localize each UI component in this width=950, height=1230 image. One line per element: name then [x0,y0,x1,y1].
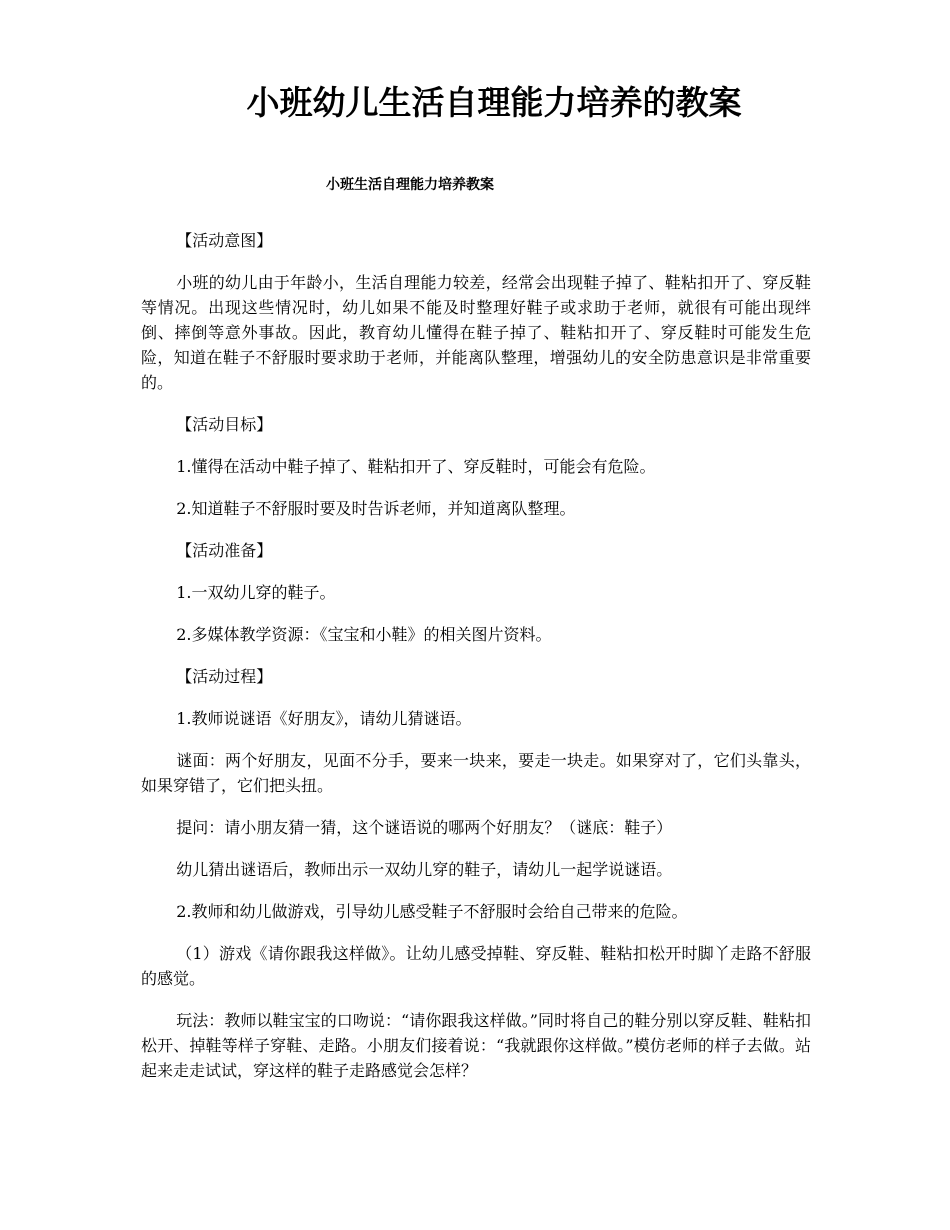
preparation-item-1: 1.一双幼儿穿的鞋子。 [176,583,336,602]
paragraph-intent: 小班的幼儿由于年龄小，生活自理能力较差，经常会出现鞋子掉了、鞋粘扣开了、穿反鞋等情况。出现这些情况时，幼儿如果不能及时整理好鞋子或求助于老师，就很有可能出现绊倒、摔倒等意外事故。因此，教育幼儿懂得在鞋子掉了、鞋粘扣开了、穿反鞋时可能发生危险，知道在鞋子不舒服时要求助于老师，并能离队整理，增强幼儿的安全防患意识是非常重要的。 [141,273,811,392]
riddle-text: 谜面：两个好朋友，见面不分手，要来一块来，要走一块走。如果穿对了，它们头靠头，如果穿错了，它们把头扭。 [141,751,811,795]
game-description: （1）游戏《请你跟我这样做》。让幼儿感受掉鞋、穿反鞋、鞋粘扣松开时脚丫走路不舒服的感觉。 [141,944,811,988]
game-rules: 玩法：教师以鞋宝宝的口吻说：“请你跟我这样做。”同时将自己的鞋分别以穿反鞋、鞋粘扣松开、掉鞋等样子穿鞋、走路。小朋友们接着说：“我就跟你这样做。”模仿老师的样子去做。站起来走走试试，穿这样的鞋子走路感觉会怎样？ [141,1011,811,1080]
section-heading-process: 【活动过程】 [176,667,273,686]
section-heading-goals: 【活动目标】 [176,415,273,434]
document-subtitle: 小班生活自理能力培养教案 [326,177,494,193]
section-heading-preparation: 【活动准备】 [176,541,273,560]
riddle-follow-up: 幼儿猜出谜语后，教师出示一双幼儿穿的鞋子，请幼儿一起学说谜语。 [176,860,673,879]
riddle-question: 提问：请小朋友猜一猜，这个谜语说的哪两个好朋友？（谜底：鞋子） [176,818,673,837]
preparation-item-2: 2.多媒体教学资源：《宝宝和小鞋》的相关图片资料。 [176,625,552,644]
process-step-1: 1.教师说谜语《好朋友》，请幼儿猜谜语。 [176,709,472,728]
section-heading-intent: 【活动意图】 [176,231,273,250]
document-title: 小班幼儿生活自理能力培养的教案 [246,83,742,122]
document-body [141,228,811,1100]
goal-item-2: 2.知道鞋子不舒服时要及时告诉老师，并知道离队整理。 [176,499,576,518]
process-step-2: 2.教师和幼儿做游戏，引导幼儿感受鞋子不舒服时会给自己带来的危险。 [176,902,688,921]
goal-item-1: 1.懂得在活动中鞋子掉了、鞋粘扣开了、穿反鞋时，可能会有危险。 [176,457,656,476]
